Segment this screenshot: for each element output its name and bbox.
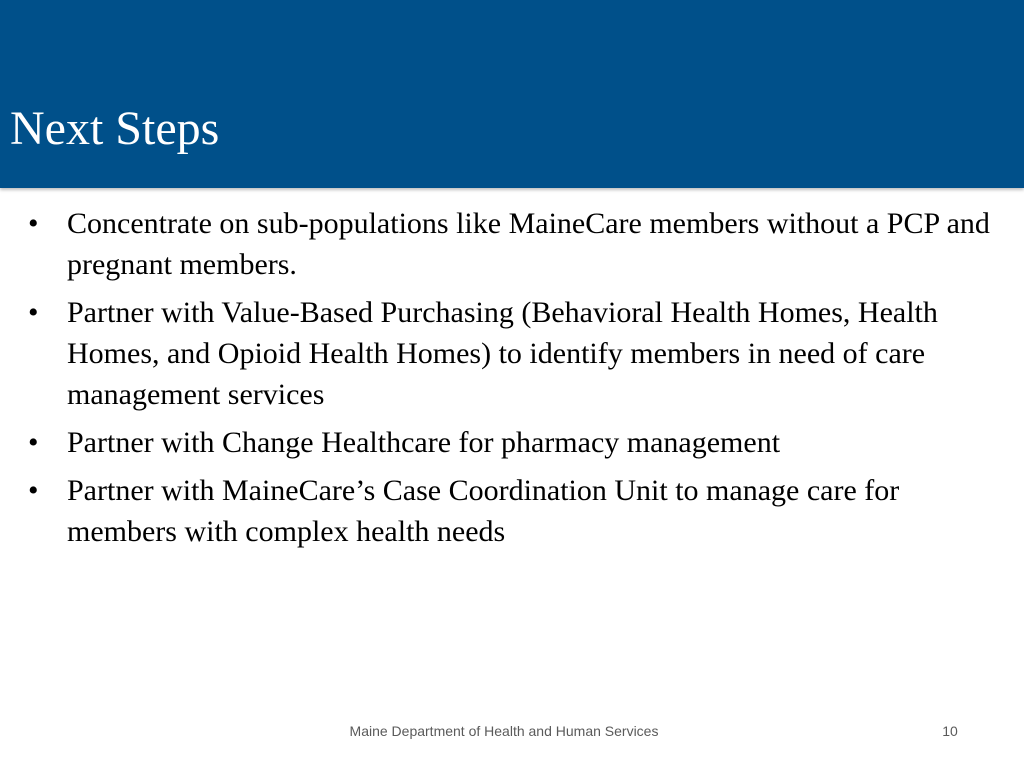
bullet-icon: • bbox=[28, 474, 39, 507]
bullet-text: Partner with MaineCare’s Case Coordination Unit to manage care for members with complex health needs bbox=[67, 474, 900, 548]
bullet-icon: • bbox=[28, 207, 39, 240]
bullet-text: Partner with Value-Based Purchasing (Behavioral Health Homes, Health Homes, and Opioid Health Homes) to identify members in need of care management services bbox=[67, 296, 938, 411]
bullet-text: Partner with Change Healthcare for pharmacy management bbox=[67, 426, 781, 459]
slide-title: Next Steps bbox=[10, 102, 220, 155]
footer-text: Maine Department of Health and Human Services bbox=[349, 723, 659, 739]
bullet-list bbox=[28, 203, 1008, 559]
page-number: 10 bbox=[942, 723, 958, 739]
bullet-text: Concentrate on sub-populations like MaineCare members without a PCP and pregnant members. bbox=[67, 207, 990, 281]
title-banner bbox=[0, 0, 1024, 188]
bullet-icon: • bbox=[28, 426, 39, 459]
bullet-item bbox=[28, 470, 1008, 552]
bullet-item bbox=[28, 292, 1008, 415]
bullet-icon: • bbox=[28, 296, 39, 329]
bullet-item bbox=[28, 422, 1008, 463]
bullet-item bbox=[28, 203, 1008, 285]
